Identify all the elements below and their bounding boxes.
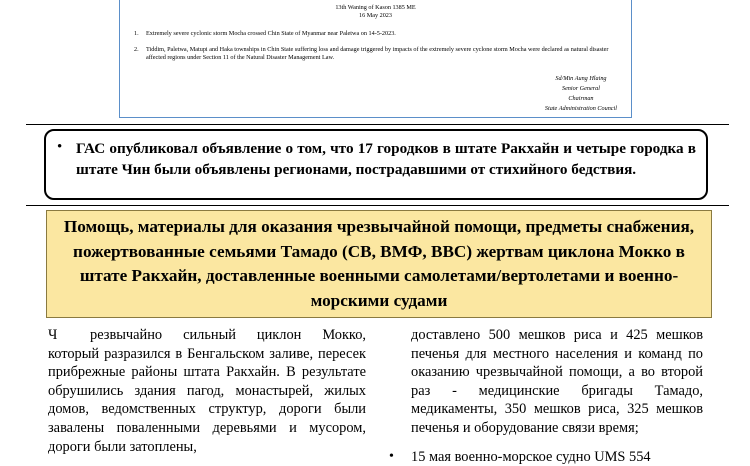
bullet-icon: • xyxy=(57,139,63,155)
document-date-line: 13th Waning of Kason 1385 ME xyxy=(335,4,416,11)
article-column-right xyxy=(389,326,703,466)
signature-title: Chairman xyxy=(568,94,594,102)
embedded-document-image xyxy=(119,0,632,118)
article-paragraph: доставлено 500 мешков риса и 425 мешков печенья для местного населения и команд по оказанию чрезвычайной помощи, а во второй раз - медицинские бригады Тамадо, медикаменты, 350 мешков риса, 325 мешков печенья и оборудование связи время; xyxy=(411,327,703,436)
document-date-gregorian: 16 May 2023 xyxy=(359,12,392,19)
article-paragraph xyxy=(48,326,366,456)
list-item xyxy=(389,448,703,466)
document-item-number: 2. xyxy=(134,46,139,53)
summary-bullet-text: ГАС опубликовал объявление о том, что 17 городков в штате Ракхайн и четыре городка в штате Чин были объявлены регионами, пострадавшими от стихийного бедствия. xyxy=(76,140,696,178)
signature-name: Sd/Min Aung Hlaing xyxy=(555,75,607,82)
signature-org: State Administration Council xyxy=(544,104,617,112)
bullet-icon: • xyxy=(389,448,394,464)
summary-bullet-box xyxy=(44,129,708,200)
article-headline: Помощь, материалы для оказания чрезвычайной помощи, предметы снабжения, пожертвованные семьями Тамадо (СВ, ВМФ, ВВС) жертвам циклона Мокко в штате Ракхайн, доставленные военными самолетами/вертолетами и военно-морскими судами xyxy=(46,210,712,318)
list-item-text: 15 мая военно-морское судно UMS 554 xyxy=(411,448,651,465)
document-signature xyxy=(545,74,617,114)
document-item-number: 1. xyxy=(134,30,139,37)
document-item-text: Tiddim, Paletwa, Matupi and Haka townships in Chin State suffering loss and damage triggered by impacts of the extremely severe cyclone storm Mocha were declared as natural disaster affected regions under Section 11 of the Natural Disaster Management Law. xyxy=(146,46,609,62)
document-item-text: Extremely severe cyclonic storm Mocha crossed Chin State of Myanmar near Paletwa on 14-5-2023. xyxy=(146,30,396,37)
article-paragraph-text: резвычайно сильный циклон Мокко, который разразился в Бенгальском заливе, пересек прибрежные районы штата Ракхайн. В результате обрушились здания пагод, монастырей, жилых домов, ведомственных структур, дороги были завалены поваленными деревьями и мусором, дороги были затоплены, xyxy=(48,327,366,455)
article-column-left xyxy=(48,326,366,456)
signature-rank: Senior General xyxy=(561,84,600,92)
dropcap-letter: Ч xyxy=(48,327,58,343)
divider-bottom xyxy=(26,205,729,206)
divider-top xyxy=(26,124,729,125)
